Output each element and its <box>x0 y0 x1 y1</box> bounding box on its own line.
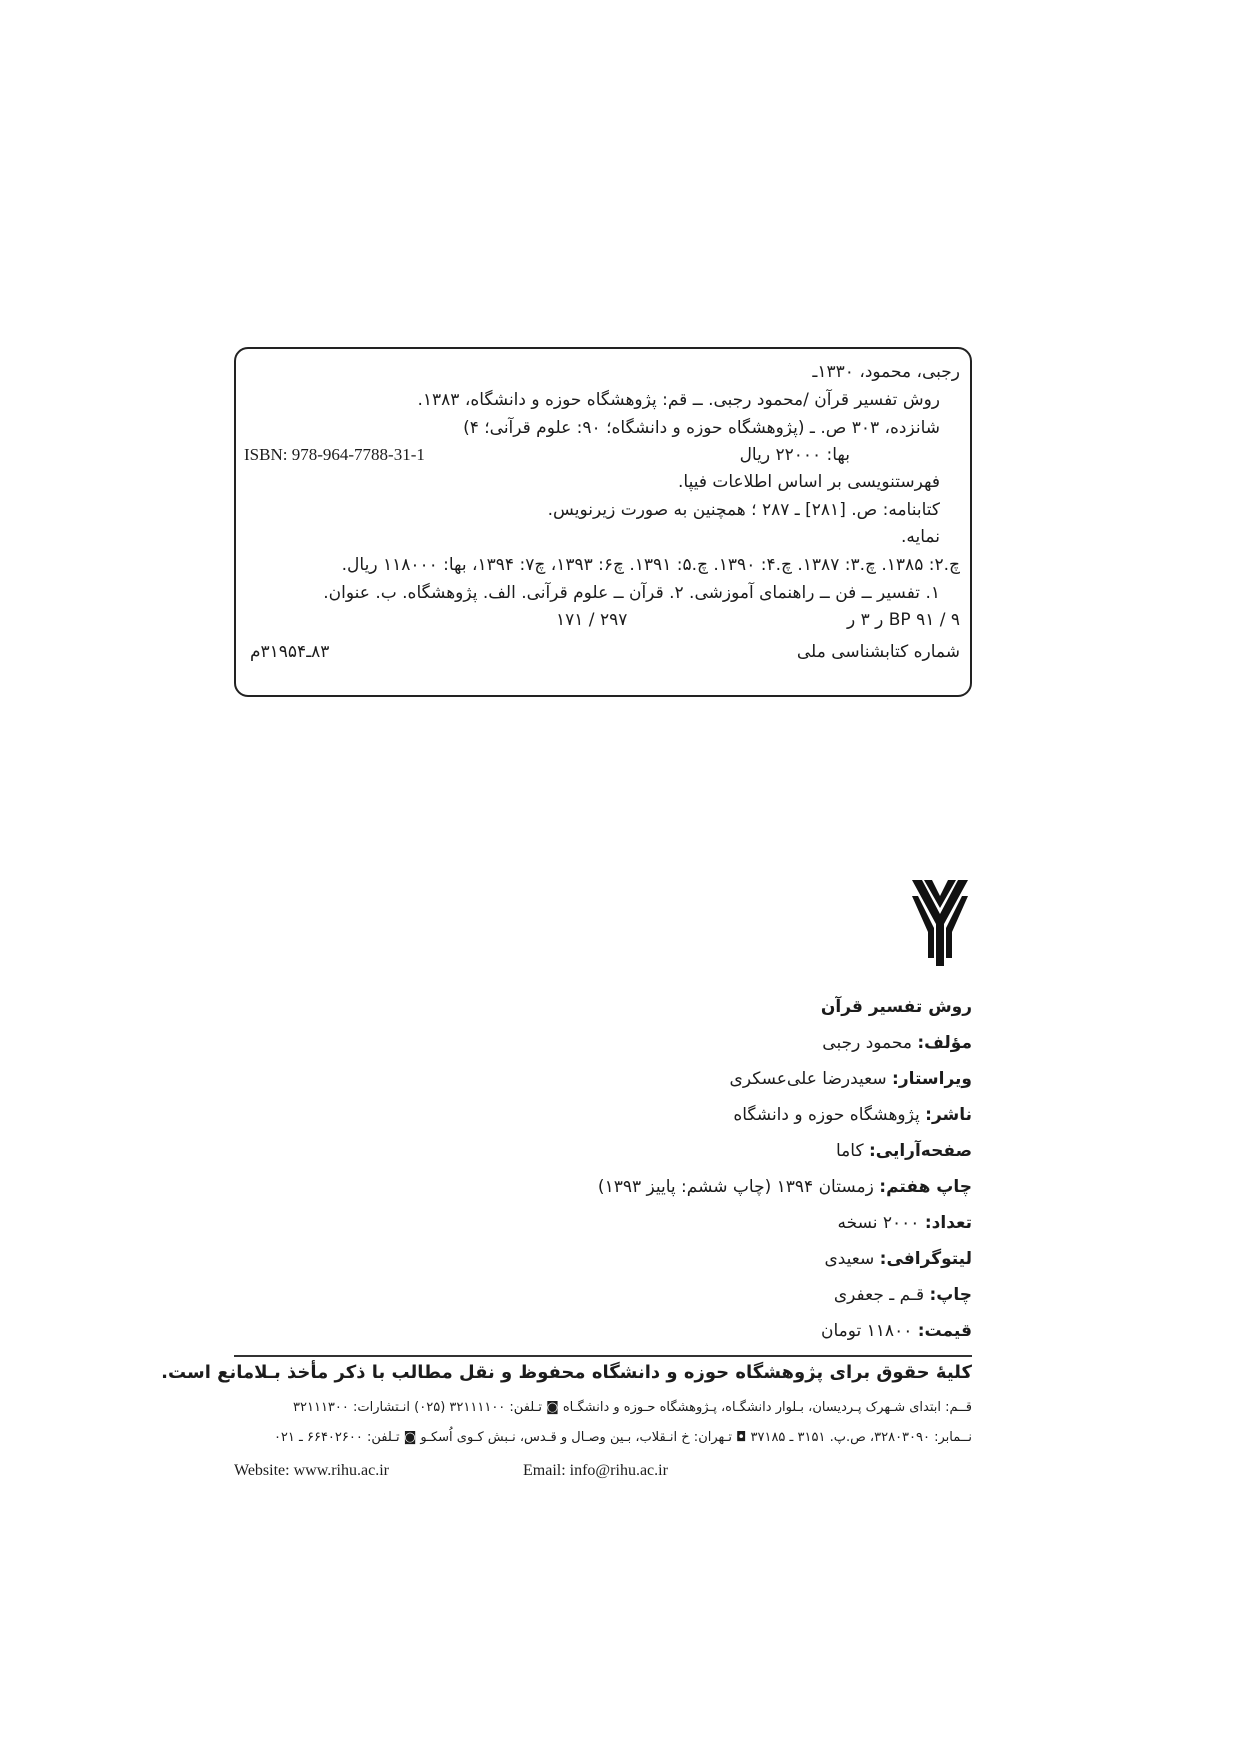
cip-isbn: ISBN: 978-964-7788-31-1 <box>244 445 425 464</box>
cip-record-box <box>234 347 972 697</box>
publisher-logo-icon <box>910 878 970 968</box>
cip-fipa: فهرستنویسی بر اساس اطلاعات فیپا. <box>677 472 940 492</box>
colophon-book-title: روش تفسیر قرآن <box>820 997 972 1017</box>
cip-national-number: ۸۳ـ۳۱۹۵۴م <box>250 642 330 662</box>
cip-pages: شانزده، ۳۰۳ ص. ـ (پژوهشگاه حوزه و دانشگاه؛ ۹۰: علوم قرآنی؛ ۴) <box>463 418 940 438</box>
colophon-price: قیمت: ۱۱۸۰۰ تومان <box>820 1321 972 1341</box>
cip-national-label: شماره کتابشناسی ملی <box>796 642 960 662</box>
cip-price: بها: ۲۲۰۰۰ ریال <box>739 445 850 465</box>
colophon <box>598 992 972 1352</box>
colophon-author: مؤلف: محمود رجبی <box>822 1033 972 1053</box>
address-tehran: نــمابر: ۳۲۸۰۳۰۹۰، ص.پ. ۳۱۵۱ ـ ۳۷۱۸۵ ◘ تـهران: خ انـقلاب، بـین وصـال و قـدس، نـبش کـوی اُسکـو ◙ تـلفن: ۶۶۴۰۲۶۰۰ ـ ۰۲۱ <box>273 1430 972 1445</box>
cip-bibliography: کتابنامه: ص. [۲۸۱] ـ ۲۸۷ ؛ همچنین به صورت زیرنویس. <box>547 500 940 520</box>
colophon-editor: ویراستار: سعیدرضا علی‌عسکری <box>729 1069 972 1089</box>
cip-subjects: ۱. تفسیر ــ فن ــ راهنمای آموزشی. ۲. قرآن ــ علوم قرآنی. الف. پژوهشگاه. ب. عنوان. <box>323 583 940 603</box>
copyright-notice: کلیهٔ حقوق برای پژوهشگاه حوزه و دانشگاه محفوظ و نقل مطالب با ذکر مأخذ بـلامانع است. <box>161 1362 972 1383</box>
cip-classification-right: BP ۹۱ / ۹ ر ۳ ر <box>846 610 960 630</box>
colophon-print-run: تعداد: ۲۰۰۰ نسخه <box>837 1213 972 1233</box>
colophon-publisher: ناشر: پژوهشگاه حوزه و دانشگاه <box>733 1105 972 1125</box>
cip-author: رجبی، محمود، ۱۳۳۰ـ <box>812 362 960 382</box>
website-link[interactable]: Website: www.rihu.ac.ir <box>234 1462 389 1479</box>
colophon-printing: چاپ: قـم ـ جعفری <box>833 1285 972 1305</box>
cip-editions: چ.۲: ۱۳۸۵. چ.۳: ۱۳۸۷. چ.۴: ۱۳۹۰. چ.۵: ۱۳۹۱. چ۶: ۱۳۹۳، چ۷: ۱۳۹۴، بها: ۱۱۸۰۰۰ ریال. <box>341 555 960 575</box>
colophon-layout: صفحه‌آرایی: کاما <box>835 1141 972 1161</box>
colophon-lithography: لیتوگرافی: سعیدی <box>824 1249 972 1269</box>
address-qom: قــم: ابتدای شـهرک پـردیسان، بـلوار دانشگـاه، پـژوهشگاه حـوزه و دانشگـاه ◙ تـلفن: ۳۲۱۱۱۱۰۰ (۰۲۵) انـتشارات: ۳۲۱۱۱۳۰۰ <box>293 1400 972 1415</box>
colophon-edition: چاپ هفتم: زمستان ۱۳۹۴ (چاپ ششم: پاییز ۱۳۹۳) <box>597 1177 972 1197</box>
cip-title: روش تفسیر قرآن /محمود رجبی. ــ قم: پژوهشگاه حوزه و دانشگاه، ۱۳۸۳. <box>417 390 940 410</box>
cip-classification-left: ۲۹۷ / ۱۷۱ <box>556 610 628 630</box>
rights-divider <box>234 1355 972 1357</box>
email-link[interactable]: Email: info@rihu.ac.ir <box>523 1462 668 1479</box>
cip-index: نمایه. <box>901 527 940 547</box>
